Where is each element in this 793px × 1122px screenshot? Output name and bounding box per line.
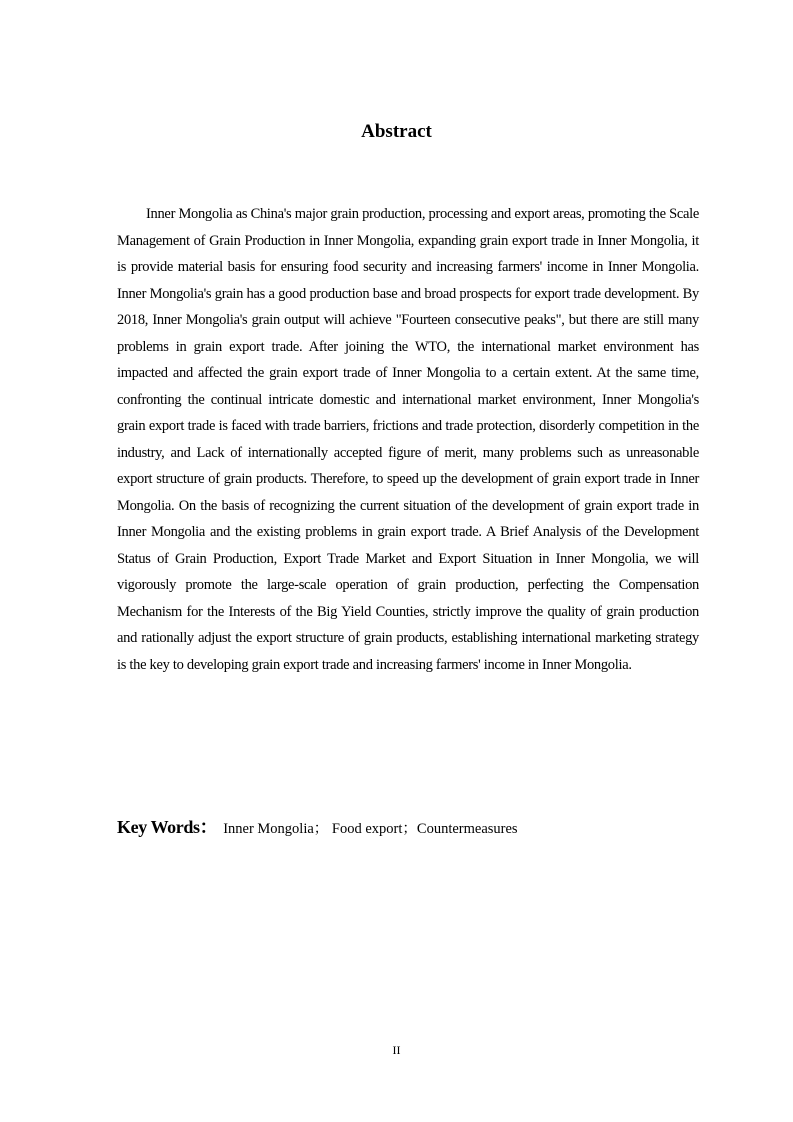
keywords-label: Key Words： xyxy=(117,817,218,837)
abstract-title: Abstract xyxy=(361,121,432,142)
keywords-line xyxy=(117,814,699,842)
keywords-list: Inner Mongolia； Food export；Countermeasures xyxy=(223,821,518,837)
abstract-paragraph: Inner Mongolia as China's major grain production, processing and export areas, promoting the Scale Management of Grain Production in Inner Mongolia, expanding grain export trade in Inner Mongolia, it is provide material basis for ensuring food security and increasing farmers' income in Inner Mongolia. Inner Mongolia's grain has a good production base and broad prospects for export trade development. By 2018, Inner Mongolia's grain output will achieve "Fourteen consecutive peaks", but there are still many problems in grain export trade. After joining the WTO, the international market environment has impacted and affected the grain export trade of Inner Mongolia to a certain extent. At the same time, confronting the continual intricate domestic and international market environment, Inner Mongolia's grain export trade is faced with trade barriers, frictions and trade protection, disorderly competition in the industry, and Lack of internationally accepted figure of merit, many problems such as unreasonable export structure of grain products. Therefore, to speed up the development of grain export trade in Inner Mongolia. On the basis of recognizing the current situation of the development of grain export trade in Inner Mongolia and the existing problems in grain export trade. A Brief Analysis of the Development Status of Grain Production, Export Trade Market and Export Situation in Inner Mongolia, we will vigorously promote the large-scale operation of grain production, perfecting the Compensation Mechanism for the Interests of the Big Yield Counties, strictly improve the quality of grain production and rationally adjust the export structure of grain products, establishing international marketing strategy is the key to developing grain export trade and increasing farmers' income in Inner Mongolia. xyxy=(117,206,699,673)
page-number: II xyxy=(392,1043,401,1057)
